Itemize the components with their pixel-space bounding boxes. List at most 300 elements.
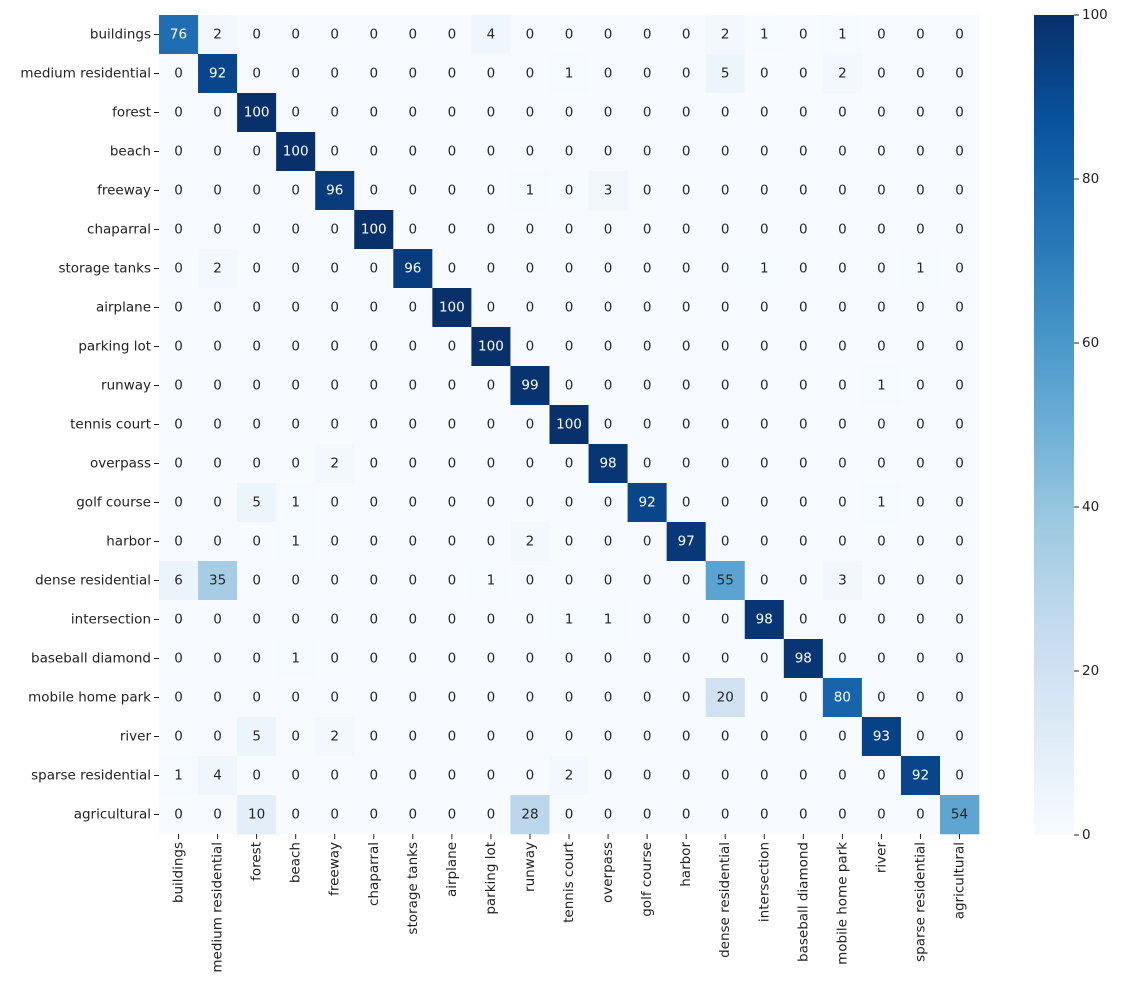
cell-value-label: 0 [174,299,183,316]
cell-value-label: 0 [408,65,418,82]
row-tick-label: overpass [89,455,151,472]
cell-value-label: 0 [603,689,613,706]
cell-value-label: 0 [916,455,925,472]
cell-value-label: 5 [252,494,261,511]
cell-value-label: 0 [525,689,535,706]
cell-value-label: 0 [213,728,222,745]
cell-value-label: 0 [291,26,300,43]
cell-value-label: 0 [955,143,964,160]
cell-value-label: 0 [916,572,925,589]
cell-value-label: 1 [877,494,886,511]
cell-value-label: 0 [681,806,691,823]
column-tick-label: dense residential [717,841,734,958]
cell-value-label: 0 [838,494,847,511]
cell-value-label: 0 [603,143,613,160]
cell-value-label: 0 [955,494,964,511]
cell-value-label: 0 [955,104,964,121]
row-tick-label: harbor [106,533,151,550]
cell-value-label: 2 [564,767,574,784]
cell-value-label: 0 [408,689,418,706]
cell-value-label: 0 [252,572,261,589]
cell-value-label: 0 [955,299,964,316]
cell-value-label: 0 [681,143,691,160]
cell-value-label: 0 [486,689,496,706]
cell-value-label: 0 [369,494,379,511]
cell-value-label: 0 [642,455,652,472]
cell-value-label: 0 [720,338,730,355]
cell-value-label: 0 [525,767,535,784]
cell-value-label: 0 [681,299,691,316]
column-tick-label: buildings [170,842,187,904]
row-tick-label: golf course [76,494,151,511]
cell-value-label: 0 [681,611,691,628]
cell-value-label: 0 [603,260,613,277]
cell-value-label: 0 [681,728,691,745]
cell-value-label: 0 [916,338,925,355]
cell-value-label: 0 [447,494,457,511]
cell-value-label: 0 [564,221,574,238]
cell-value-label: 0 [916,221,925,238]
cell-value-label: 0 [369,767,379,784]
cell-value-label: 0 [799,65,808,82]
cell-value-label: 0 [955,689,964,706]
cell-value-label: 0 [174,221,183,238]
cell-value-label: 0 [759,806,769,823]
cell-value-label: 0 [799,182,808,199]
cell-value-label: 0 [642,611,652,628]
cell-value-label: 0 [955,26,964,43]
cell-value-label: 0 [291,299,300,316]
column-tick-labels [171,834,968,973]
cell-value-label: 0 [720,494,730,511]
cell-value-label: 0 [838,728,847,745]
cell-value-label: 0 [486,728,496,745]
cell-value-label: 0 [642,26,652,43]
cell-value-label: 1 [564,611,574,628]
cell-value-label: 0 [955,611,964,628]
cell-value-label: 0 [799,221,808,238]
cell-value-label: 0 [486,221,496,238]
cell-value-label: 0 [955,377,964,394]
cell-value-label: 80 [833,689,851,706]
cell-value-label: 0 [252,767,261,784]
cell-value-label: 0 [252,416,261,433]
row-tick-label: parking lot [78,338,151,355]
cell-value-label: 0 [330,689,340,706]
cell-value-label: 0 [838,260,847,277]
cell-value-label: 0 [877,806,886,823]
cell-value-label: 0 [369,260,379,277]
cell-value-label: 0 [447,65,457,82]
cell-value-label: 0 [369,182,379,199]
cell-value-label: 0 [213,689,222,706]
cell-value-label: 3 [603,182,613,199]
cell-value-label: 0 [525,611,535,628]
cell-value-label: 0 [799,689,808,706]
cell-value-label: 0 [330,533,340,550]
cell-value-label: 0 [291,416,300,433]
cell-value-label: 0 [838,767,847,784]
cell-value-label: 0 [603,767,613,784]
cell-value-label: 0 [525,26,535,43]
cell-value-label: 0 [916,533,925,550]
cell-value-label: 0 [642,806,652,823]
cell-value-label: 0 [877,26,886,43]
cell-value-label: 0 [369,65,379,82]
cell-value-label: 0 [213,455,222,472]
colorbar [1034,7,1108,843]
row-tick-label: river [119,728,151,745]
colorbar-tick-label: 60 [1082,335,1100,351]
cell-value-label: 0 [838,806,847,823]
cell-value-label: 1 [291,650,300,667]
cell-value-label: 0 [759,377,769,394]
cell-value-label: 0 [213,221,222,238]
cell-value-label: 0 [720,182,730,199]
cell-value-label: 0 [252,533,261,550]
cell-value-label: 0 [369,650,379,667]
cell-value-label: 98 [599,455,617,472]
column-tick-label: mobile home park [834,841,851,965]
cell-value-label: 0 [252,650,261,667]
cell-value-label: 35 [208,572,227,589]
cell-value-label: 0 [486,416,496,433]
cell-value-label: 0 [291,455,300,472]
cell-value-label: 0 [330,260,340,277]
column-tick-label: overpass [600,841,617,904]
cell-value-label: 0 [720,455,730,472]
cell-value-label: 0 [759,533,769,550]
cell-value-label: 0 [799,338,808,355]
cell-value-label: 0 [877,182,886,199]
cell-value-label: 0 [838,338,847,355]
cell-value-label: 0 [213,182,222,199]
cell-value-label: 0 [369,533,379,550]
cell-value-label: 0 [408,377,418,394]
cell-value-label: 0 [603,377,613,394]
cell-value-label: 0 [916,26,925,43]
cell-value-label: 0 [369,416,379,433]
cell-value-label: 0 [681,416,691,433]
cell-value-label: 0 [642,260,652,277]
cell-value-label: 0 [369,455,379,472]
cell-value-label: 0 [877,611,886,628]
column-tick-label: freeway [326,841,343,896]
cell-value-label: 0 [759,494,769,511]
cell-value-label: 0 [720,416,730,433]
cell-value-label: 92 [208,65,227,82]
cell-value-label: 0 [642,650,652,667]
cell-value-label: 0 [213,416,222,433]
cell-value-label: 0 [642,104,652,121]
cell-value-label: 0 [447,728,457,745]
cell-value-label: 0 [720,806,730,823]
cell-value-label: 0 [252,182,261,199]
cell-value-label: 0 [486,299,496,316]
cell-value-label: 0 [330,806,340,823]
cell-value-label: 0 [174,338,183,355]
cell-value-label: 1 [291,494,300,511]
cell-value-label: 0 [642,533,652,550]
cell-value-label: 0 [486,494,496,511]
cell-value-label: 0 [642,689,652,706]
cell-value-label: 0 [330,338,340,355]
cell-value-label: 0 [291,572,300,589]
cell-value-label: 0 [330,650,340,667]
cell-value-label: 0 [759,299,769,316]
cell-value-label: 0 [291,611,300,628]
cell-value-label: 0 [799,494,808,511]
cell-value-label: 0 [877,104,886,121]
cell-value-label: 0 [877,299,886,316]
cell-value-label: 0 [330,65,340,82]
cell-value-label: 0 [838,299,847,316]
cell-value-label: 0 [681,26,691,43]
cell-value-label: 0 [603,572,613,589]
cell-value-label: 0 [174,377,183,394]
cell-value-label: 0 [799,377,808,394]
cell-value-label: 0 [174,104,183,121]
cell-value-label: 0 [916,299,925,316]
cell-value-label: 0 [330,104,340,121]
cell-value-label: 0 [916,806,925,823]
cell-value-label: 0 [759,650,769,667]
cell-value-label: 0 [447,533,457,550]
cell-value-label: 1 [838,26,847,43]
cell-value-label: 0 [799,533,808,550]
cell-value-label: 0 [603,338,613,355]
cell-value-label: 0 [369,572,379,589]
cell-value-label: 0 [486,767,496,784]
cell-value-label: 0 [564,728,574,745]
cell-value-label: 0 [720,533,730,550]
column-tick-label: storage tanks [404,841,421,935]
cell-value-label: 0 [252,260,261,277]
cell-value-label: 0 [799,806,808,823]
cell-value-label: 0 [955,650,964,667]
cell-value-label: 0 [525,494,535,511]
cell-value-label: 0 [174,416,183,433]
cell-value-label: 0 [759,143,769,160]
column-tick-label: harbor [678,841,695,887]
cell-value-label: 1 [486,572,496,589]
cell-value-label: 0 [408,806,418,823]
cell-value-label: 0 [525,104,535,121]
cell-value-label: 0 [955,221,964,238]
cell-value-label: 98 [755,611,773,628]
cell-value-label: 0 [916,650,925,667]
cell-value-label: 0 [877,455,886,472]
cell-value-label: 0 [330,767,340,784]
cell-value-label: 0 [408,104,418,121]
cell-value-label: 0 [603,104,613,121]
cell-value-label: 0 [916,65,925,82]
cell-value-label: 0 [174,728,183,745]
cell-value-label: 99 [521,377,539,394]
cell-value-label: 0 [838,650,847,667]
cell-value-label: 0 [877,572,886,589]
cell-value-label: 0 [330,26,340,43]
row-tick-label: runway [101,377,151,394]
cell-value-label: 0 [369,377,379,394]
cell-value-label: 0 [603,533,613,550]
cell-value-label: 0 [759,221,769,238]
cell-value-label: 0 [447,260,457,277]
cell-value-label: 0 [213,143,222,160]
cell-value-label: 0 [213,377,222,394]
column-tick-label: sparse residential [912,841,929,962]
cell-value-label: 0 [486,377,496,394]
cell-value-label: 0 [369,611,379,628]
cell-value-label: 0 [408,143,418,160]
cell-value-label: 0 [486,455,496,472]
cell-value-label: 0 [447,143,457,160]
cell-value-label: 0 [369,728,379,745]
column-tick-label: agricultural [951,841,968,920]
cell-value-label: 0 [642,338,652,355]
row-tick-label: dense residential [35,572,151,589]
cell-value-label: 0 [447,767,457,784]
cell-value-label: 100 [438,299,465,316]
cell-value-label: 0 [642,572,652,589]
cell-value-label: 0 [330,416,340,433]
cell-value-label: 0 [799,572,808,589]
cell-value-label: 0 [447,611,457,628]
cell-value-label: 0 [330,221,340,238]
cell-value-label: 0 [916,494,925,511]
cell-value-label: 0 [759,65,769,82]
cell-value-label: 0 [408,338,418,355]
cell-value-label: 0 [681,182,691,199]
cell-value-label: 0 [213,338,222,355]
cell-value-label: 0 [916,104,925,121]
cell-value-label: 0 [564,689,574,706]
cell-value-label: 0 [291,65,300,82]
cell-value-label: 0 [603,494,613,511]
cell-value-label: 98 [794,650,812,667]
colorbar-tick-label: 20 [1082,663,1100,679]
cell-value-label: 0 [799,26,808,43]
cell-value-label: 0 [838,416,847,433]
cell-value-label: 2 [330,455,340,472]
column-tick-label: chaparral [365,841,382,906]
row-tick-label: chaparral [87,221,151,238]
colorbar-tick-label: 0 [1082,827,1091,843]
cell-value-label: 0 [642,65,652,82]
cell-value-label: 0 [799,299,808,316]
cell-value-label: 0 [369,26,379,43]
cell-value-label: 0 [838,182,847,199]
cell-value-label: 0 [330,494,340,511]
row-tick-label: medium residential [20,65,151,82]
cell-value-label: 100 [556,416,582,433]
cell-value-label: 10 [248,806,266,823]
cell-value-label: 0 [252,377,261,394]
cell-value-label: 97 [677,533,695,550]
cell-value-label: 0 [213,299,222,316]
cell-value-label: 0 [213,104,222,121]
column-tick-label: medium residential [209,842,226,973]
cell-value-label: 0 [291,182,300,199]
cell-value-label: 0 [799,416,808,433]
cell-value-label: 0 [681,338,691,355]
cell-value-label: 0 [408,299,418,316]
cell-value-label: 0 [174,689,183,706]
cell-value-label: 0 [916,689,925,706]
cell-value-label: 0 [759,338,769,355]
cell-value-label: 0 [447,689,457,706]
cell-value-label: 0 [799,143,808,160]
cell-value-label: 0 [759,416,769,433]
cell-value-label: 0 [291,806,300,823]
cell-value-label: 76 [169,26,188,43]
cell-value-label: 0 [291,728,300,745]
cell-value-label: 0 [252,65,261,82]
cell-value-label: 1 [759,260,769,277]
cell-value-label: 0 [486,650,496,667]
cell-value-label: 0 [877,260,886,277]
cell-value-label: 5 [252,728,261,745]
cell-value-label: 0 [877,338,886,355]
cell-value-label: 0 [408,650,418,667]
cell-value-label: 0 [681,767,691,784]
cell-value-label: 0 [720,221,730,238]
cell-value-label: 0 [603,299,613,316]
colorbar-tick-label: 40 [1082,499,1100,515]
cell-value-label: 0 [720,611,730,628]
cell-value-label: 0 [330,377,340,394]
cell-value-label: 0 [252,221,261,238]
cell-value-label: 0 [213,806,222,823]
cell-value-label: 0 [447,104,457,121]
cell-value-label: 0 [525,416,535,433]
cell-value-label: 0 [799,104,808,121]
cell-value-label: 0 [681,455,691,472]
cell-value-label: 100 [478,338,504,355]
cell-value-label: 55 [716,572,734,589]
cell-value-label: 0 [720,650,730,667]
cell-value-label: 0 [408,455,418,472]
cell-value-label: 0 [916,182,925,199]
cell-value-label: 0 [681,65,691,82]
cell-value-label: 0 [369,806,379,823]
cell-value-label: 0 [447,221,457,238]
cell-value-label: 0 [955,65,964,82]
cell-value-label: 0 [681,221,691,238]
cell-value-label: 2 [330,728,340,745]
cell-value-label: 0 [642,221,652,238]
cell-value-label: 0 [213,494,222,511]
cell-value-label: 0 [486,143,496,160]
cell-value-label: 0 [720,143,730,160]
cell-value-label: 1 [603,611,613,628]
cell-value-label: 0 [252,299,261,316]
cell-value-label: 1 [877,377,886,394]
cell-value-label: 0 [369,104,379,121]
cell-value-label: 96 [326,182,344,199]
cell-value-label: 0 [447,26,457,43]
cell-value-label: 1 [759,26,769,43]
cell-value-label: 0 [955,416,964,433]
cell-value-label: 100 [282,143,309,160]
cell-value-label: 0 [447,338,457,355]
cell-value-label: 0 [564,533,574,550]
cell-value-label: 0 [877,533,886,550]
cell-value-label: 0 [877,221,886,238]
cell-value-label: 0 [174,611,183,628]
cell-value-label: 6 [174,572,183,589]
cell-value-label: 0 [877,650,886,667]
